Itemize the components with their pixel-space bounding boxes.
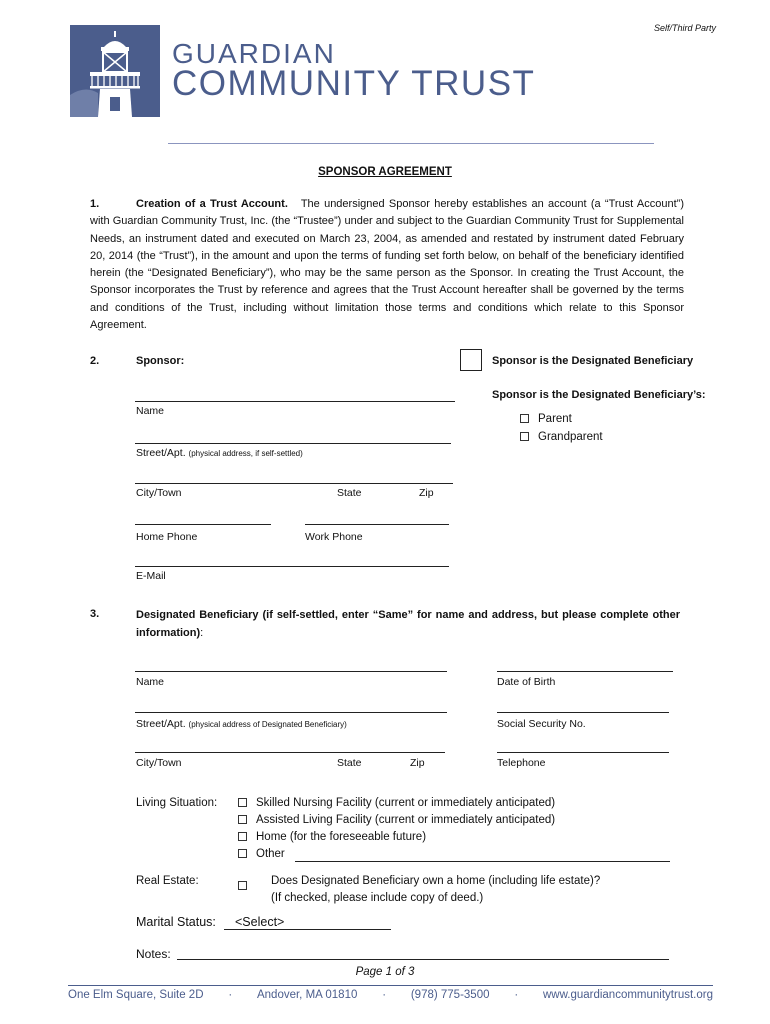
real-estate-note: (If checked, please include copy of deed.) (271, 892, 484, 904)
checkbox-icon[interactable] (520, 432, 529, 441)
checkbox-icon[interactable] (238, 798, 247, 807)
section-2-heading: Sponsor: (136, 355, 185, 367)
real-estate-question: Does Designated Beneficiary own a home (including life estate)? (271, 875, 601, 887)
sponsor-is-beneficiary-checkbox[interactable] (460, 349, 482, 371)
section-1-number: 1. (90, 198, 100, 210)
sponsor-is-beneficiary-label: Sponsor is the Designated Beneficiary (492, 355, 694, 367)
sponsor-street-label (136, 447, 303, 459)
sponsor-zip-label: Zip (419, 487, 434, 499)
option-label: Other (256, 848, 285, 860)
header-divider (168, 143, 654, 144)
sponsor-state-label: State (337, 487, 362, 499)
sponsor-work-phone-label: Work Phone (305, 531, 363, 543)
street-label-text: Street/Apt. (136, 447, 186, 459)
sponsor-street-field[interactable] (135, 443, 451, 444)
beneficiary-ssn-field[interactable] (497, 712, 669, 713)
living-option-other[interactable] (238, 848, 285, 860)
section-1-paragraph (90, 196, 684, 334)
footer-separator: · (514, 989, 519, 1001)
street-label-text: Street/Apt. (136, 718, 186, 730)
sponsor-home-phone-field[interactable] (135, 524, 271, 525)
footer-phone: (978) 775-3500 (410, 989, 490, 1001)
beneficiary-ssn-label: Social Security No. (497, 718, 586, 730)
beneficiary-dob-field[interactable] (497, 671, 673, 672)
real-estate-label: Real Estate: (136, 875, 199, 887)
beneficiary-telephone-label: Telephone (497, 757, 546, 769)
relation-option-parent[interactable] (520, 413, 572, 425)
checkbox-icon[interactable] (238, 815, 247, 824)
living-other-field[interactable] (295, 861, 670, 862)
section-3-number: 3. (90, 608, 100, 620)
beneficiary-city-state-zip-field[interactable] (135, 752, 445, 753)
sponsor-work-phone-field[interactable] (305, 524, 449, 525)
logo-wordmark-guardian: GUARDIAN (172, 38, 336, 69)
footer-website[interactable]: www.guardiancommunitytrust.org (542, 989, 713, 1001)
section-1-heading: Creation of a Trust Account. (136, 198, 288, 210)
footer-divider (68, 985, 713, 986)
marital-status-select[interactable]: <Select> (224, 915, 391, 930)
checkbox-icon[interactable] (238, 849, 247, 858)
sponsor-city-state-zip-field[interactable] (135, 483, 453, 484)
footer-contact (68, 989, 713, 1001)
relation-label: Grandparent (538, 431, 603, 443)
checkbox-icon[interactable] (520, 414, 529, 423)
option-label: Skilled Nursing Facility (current or immediately anticipated) (256, 797, 556, 809)
beneficiary-name-field[interactable] (135, 671, 447, 672)
logo-wordmark-community-trust: COMMUNITY TRUST (172, 64, 536, 103)
lighthouse-logo-icon (70, 25, 160, 117)
sponsor-city-label: City/Town (136, 487, 182, 499)
option-label: Home (for the foreseeable future) (256, 831, 427, 843)
marital-status-label: Marital Status: (136, 915, 216, 929)
section-3-heading-block (136, 607, 680, 642)
document-title: SPONSOR AGREEMENT (318, 166, 452, 178)
sponsor-name-label: Name (136, 405, 165, 417)
beneficiary-dob-label: Date of Birth (497, 676, 556, 688)
sponsor-email-label: E-Mail (136, 570, 166, 582)
section-1-body: The undersigned Sponsor hereby establishes an account (a “Trust Account”) with Guardian Community Trust, Inc. (the “Trustee”) under and subject to the Guardian Community Trust for Supplemental Needs, an instrument dated and executed on March 23, 2004, as amended and restated by instrument dated February 20, 2014 (the “Trust”), in the amount and upon the terms of funding set forth below, on behalf of the beneficiary identified herein (the “Designated Beneficiary”), who may be the same person as the Sponsor. In creating the Trust Account, the Sponsor incorporates the Trust by reference and agrees that the Trust Account hereafter shall be governed by the terms and conditions of the Trust, including without limitation those terms and conditions which relate to this Sponsor Agreement. (90, 198, 685, 332)
checkbox-icon[interactable] (238, 881, 247, 890)
living-option-skilled-nursing[interactable] (238, 797, 555, 809)
sponsor-home-phone-label: Home Phone (136, 531, 198, 543)
checkbox-icon[interactable] (238, 832, 247, 841)
footer-city: Andover, MA 01810 (256, 989, 358, 1001)
sponsor-email-field[interactable] (135, 566, 449, 567)
living-situation-label: Living Situation: (136, 797, 218, 809)
sponsor-name-field[interactable] (135, 401, 455, 402)
beneficiary-state-label: State (337, 757, 362, 769)
section-2-number: 2. (90, 355, 100, 367)
living-option-assisted-living[interactable] (238, 814, 555, 826)
sponsor-relation-heading: Sponsor is the Designated Beneficiary’s: (492, 389, 706, 401)
footer-separator: · (228, 989, 233, 1001)
page-number: Page 1 of 3 (355, 966, 415, 978)
street-label-note: (physical address of Designated Beneficiary) (188, 720, 347, 729)
option-label: Assisted Living Facility (current or immediately anticipated) (256, 814, 556, 826)
footer-separator: · (382, 989, 387, 1001)
notes-field[interactable] (177, 959, 669, 960)
beneficiary-telephone-field[interactable] (497, 752, 669, 753)
heading-suffix: : (200, 626, 204, 639)
document-type-label: Self/Third Party (653, 23, 716, 33)
beneficiary-zip-label: Zip (410, 757, 425, 769)
beneficiary-street-field[interactable] (135, 712, 447, 713)
footer-address: One Elm Square, Suite 2D (68, 989, 204, 1001)
notes-label: Notes: (136, 947, 171, 961)
beneficiary-city-label: City/Town (136, 757, 182, 769)
beneficiary-street-label (136, 718, 347, 730)
real-estate-checkbox[interactable] (238, 877, 256, 895)
street-label-note: (physical address, if self-settled) (188, 449, 303, 458)
section-3-heading: Designated Beneficiary (if self-settled, enter “Same” for name and address, but please complete other information) (136, 609, 680, 639)
relation-option-grandparent[interactable] (520, 431, 603, 443)
living-option-home[interactable] (238, 831, 426, 843)
beneficiary-name-label: Name (136, 676, 165, 688)
relation-label: Parent (538, 413, 572, 425)
